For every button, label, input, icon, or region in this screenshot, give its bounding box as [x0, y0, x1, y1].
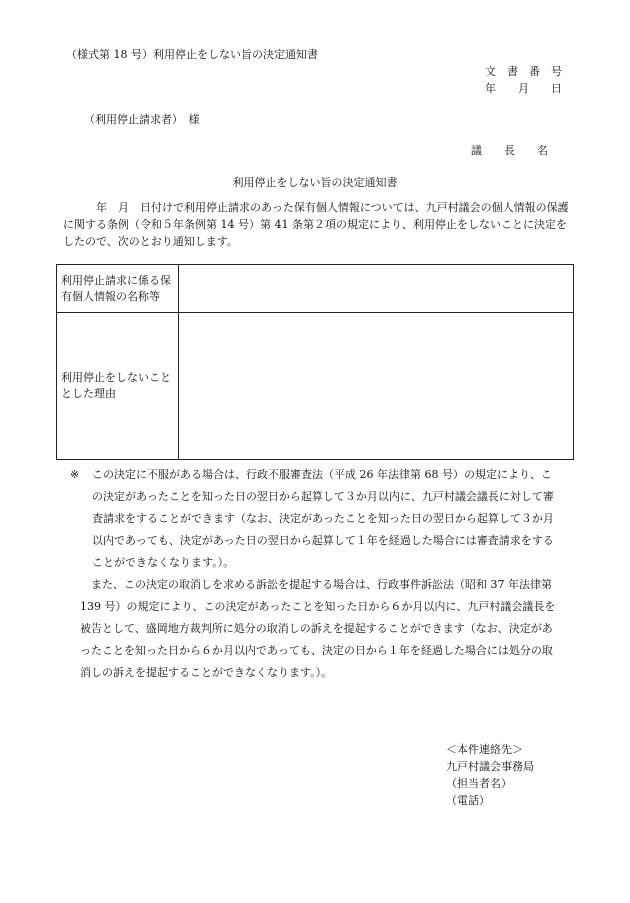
contact-heading: ＜本件連絡先＞ — [446, 743, 523, 756]
contact-block — [446, 741, 534, 809]
date-line: 年 月 日 — [485, 82, 562, 95]
note-paragraph: また、この決定の取消しを求める訴訟を提起する場合は、行政事件訴訟法（昭和 37 年法律第 139 号）の規定により、この決定があったことを知った日から６か月以内に、九戸村議会議長を被告として、盛岡地方裁判所に処分の取消しの訴えを提起することができます（なお、決定があったことを知った日から６か月以内であっても、決定の日から１年を経過した場合には処分の取消しの訴えを提起することができなくなります。）。 — [80, 578, 556, 679]
document-title: 利用停止をしない旨の決定通知書 — [232, 176, 398, 189]
table-row — [57, 313, 574, 460]
addressee: （利用停止請求者） 様 — [84, 113, 200, 126]
contact-person: （担当者名） — [446, 777, 512, 790]
table-label-cell: 利用停止をしないこととした理由 — [57, 313, 179, 460]
contact-office: 九戸村議会事務局 — [446, 760, 534, 773]
notes-section — [70, 464, 562, 684]
info-table — [56, 264, 574, 460]
note-item — [70, 464, 562, 574]
form-number-label: （様式第 18 号）利用停止をしない旨の決定通知書 — [66, 48, 318, 61]
chairperson-name: 議 長 名 — [471, 144, 548, 157]
contact-phone: （電話） — [446, 794, 490, 807]
body-paragraph: 年 月 日付けで利用停止請求のあった保有個人情報については、九戸村議会の個人情報の保護に関する条例（令和５年条例第 14 号）第 41 条第２項の規定により、利用停止をしないことに決定をしたので、次のとおり通知します。 — [63, 201, 569, 248]
note-paragraph: この決定に不服がある場合は、行政不服審査法（平成 26 年法律第 68 号）の規定により、この決定があったことを知った日の翌日から起算して３か月以内に、九戸村議会議長に対して審査請求をすることができます（なお、決定があったことを知った日の翌日から起算して３か月以内であっても、決定があった日の翌日から起算して１年を経過した場合には審査請求をすることができなくなります。）。 — [92, 468, 554, 569]
body-section — [63, 199, 575, 250]
note-mark: ※ — [70, 468, 80, 481]
table-value-cell — [179, 313, 574, 460]
document-number-label: 文 書 番 号 — [485, 65, 562, 78]
table-label-cell: 利用停止請求に係る保有個人情報の名称等 — [57, 265, 179, 313]
table-row — [57, 265, 574, 313]
table-value-cell — [179, 265, 574, 313]
